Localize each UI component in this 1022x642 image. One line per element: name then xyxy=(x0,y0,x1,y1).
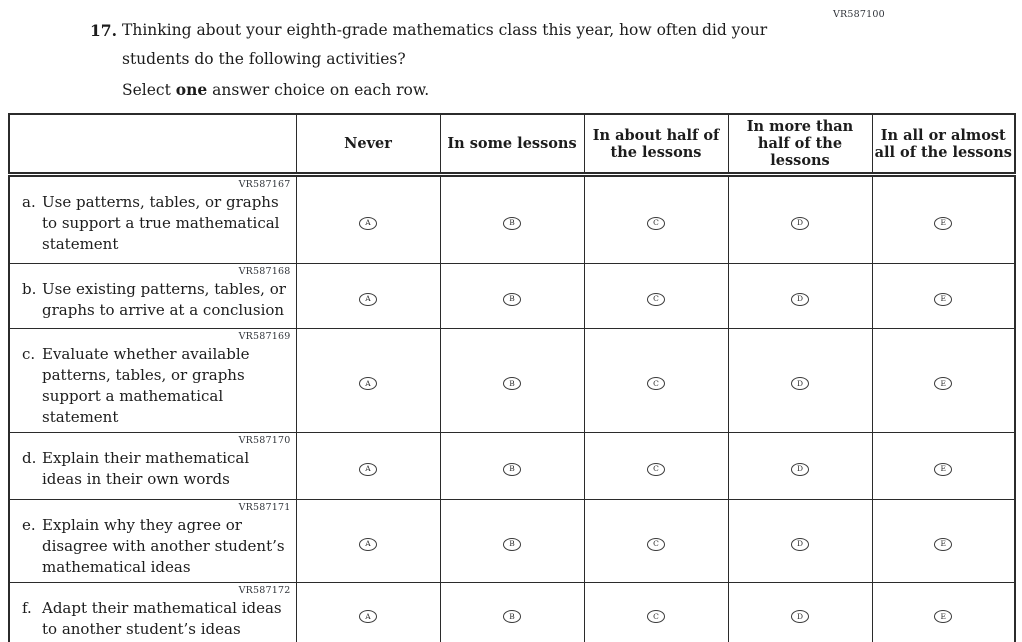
answer-bubble-c[interactable] xyxy=(647,217,665,230)
bubble-letter: A xyxy=(365,378,371,388)
bubble-letter: D xyxy=(796,464,803,474)
answer-cell xyxy=(872,329,1015,433)
answer-cell xyxy=(584,175,728,264)
column-header-never: Never xyxy=(296,114,440,175)
answer-bubble-b[interactable] xyxy=(503,610,521,623)
column-header-about-half: In about half of the lessons xyxy=(584,114,728,175)
bubble-letter: E xyxy=(940,611,946,621)
answer-bubble-a[interactable] xyxy=(359,293,377,306)
answer-bubble-d[interactable] xyxy=(791,538,809,551)
answer-cell xyxy=(872,500,1015,583)
answer-cell xyxy=(728,433,872,500)
answer-bubble-e[interactable] xyxy=(934,463,952,476)
item-letter: a. xyxy=(22,193,36,211)
answer-bubble-a[interactable] xyxy=(359,217,377,230)
item-text: Adapt their mathematical ideas to another student’s ideas xyxy=(42,599,282,638)
bubble-letter: B xyxy=(509,378,515,388)
bubble-letter: E xyxy=(940,218,946,228)
table-row-a xyxy=(9,175,1015,264)
answer-cell xyxy=(872,583,1015,642)
bubble-letter: C xyxy=(653,464,659,474)
answer-bubble-b[interactable] xyxy=(503,217,521,230)
item-letter: c. xyxy=(22,345,36,363)
item-label-cell xyxy=(9,433,296,500)
table-row-d xyxy=(9,433,1015,500)
answer-bubble-e[interactable] xyxy=(934,217,952,230)
answer-bubble-c[interactable] xyxy=(647,610,665,623)
item-code: VR587167 xyxy=(238,179,291,190)
item-text: Explain their mathematical ideas in their own words xyxy=(42,449,250,488)
table-row-f xyxy=(9,583,1015,642)
answer-bubble-a[interactable] xyxy=(359,610,377,623)
bubble-letter: C xyxy=(653,294,659,304)
answer-bubble-e[interactable] xyxy=(934,377,952,390)
bubble-letter: E xyxy=(940,378,946,388)
instruction-prefix: Select xyxy=(122,81,176,99)
question-number: 17. xyxy=(90,21,117,40)
bubble-letter: D xyxy=(796,378,803,388)
answer-cell xyxy=(728,175,872,264)
instruction-bold: one xyxy=(175,80,208,99)
answer-cell xyxy=(584,433,728,500)
answer-bubble-d[interactable] xyxy=(791,377,809,390)
column-header-all-lessons: In all or almost all of the lessons xyxy=(872,114,1015,175)
answer-cell xyxy=(872,433,1015,500)
question-text: Thinking about your eighth-grade mathematics class this year, how often did your students do the following activities? xyxy=(122,21,768,68)
column-header-some-lessons: In some lessons xyxy=(440,114,584,175)
answer-bubble-d[interactable] xyxy=(791,463,809,476)
item-code: VR587168 xyxy=(238,266,291,277)
answer-cell xyxy=(296,583,440,642)
item-letter: b. xyxy=(22,280,37,298)
bubble-letter: D xyxy=(796,294,803,304)
table-row-b xyxy=(9,264,1015,329)
answer-bubble-c[interactable] xyxy=(647,293,665,306)
question-instruction xyxy=(122,79,790,101)
answer-cell xyxy=(296,264,440,329)
answer-cell xyxy=(440,175,584,264)
item-label-cell xyxy=(9,264,296,329)
answer-cell xyxy=(584,329,728,433)
item-text: Explain why they agree or disagree with another student’s mathematical ideas xyxy=(42,516,285,576)
item-letter: f. xyxy=(22,599,32,617)
answer-bubble-b[interactable] xyxy=(503,538,521,551)
answer-bubble-a[interactable] xyxy=(359,463,377,476)
answer-cell xyxy=(296,500,440,583)
table-row-e xyxy=(9,500,1015,583)
bubble-letter: D xyxy=(796,611,803,621)
bubble-letter: A xyxy=(365,539,371,549)
bubble-letter: B xyxy=(509,464,515,474)
answer-bubble-c[interactable] xyxy=(647,463,665,476)
answer-grid xyxy=(8,113,1016,642)
answer-bubble-d[interactable] xyxy=(791,610,809,623)
bubble-letter: E xyxy=(940,539,946,549)
bubble-letter: D xyxy=(796,539,803,549)
bubble-letter: C xyxy=(653,611,659,621)
item-code: VR587170 xyxy=(238,435,291,446)
item-label-cell xyxy=(9,175,296,264)
bubble-letter: B xyxy=(509,611,515,621)
answer-bubble-b[interactable] xyxy=(503,293,521,306)
question-block xyxy=(90,16,790,101)
item-text: Use patterns, tables, or graphs to support a true mathematical statement xyxy=(42,193,280,253)
column-header-more-than-half: In more than half of the lessons xyxy=(728,114,872,175)
item-code: VR587171 xyxy=(238,502,291,513)
answer-cell xyxy=(440,433,584,500)
answer-bubble-e[interactable] xyxy=(934,610,952,623)
item-text: Use existing patterns, tables, or graphs to arrive at a conclusion xyxy=(42,280,286,319)
answer-cell xyxy=(440,264,584,329)
answer-bubble-b[interactable] xyxy=(503,377,521,390)
answer-cell xyxy=(584,264,728,329)
bubble-letter: B xyxy=(509,539,515,549)
item-text: Evaluate whether available patterns, tables, or graphs support a mathematical statement xyxy=(42,345,250,426)
answer-bubble-c[interactable] xyxy=(647,377,665,390)
answer-cell xyxy=(728,329,872,433)
form-code: VR587100 xyxy=(833,9,885,20)
answer-cell xyxy=(872,175,1015,264)
item-label-cell xyxy=(9,583,296,642)
answer-bubble-a[interactable] xyxy=(359,377,377,390)
answer-cell xyxy=(440,500,584,583)
item-code: VR587169 xyxy=(238,331,291,342)
item-label-cell xyxy=(9,500,296,583)
answer-bubble-c[interactable] xyxy=(647,538,665,551)
answer-bubble-d[interactable] xyxy=(791,293,809,306)
answer-cell xyxy=(296,329,440,433)
answer-cell xyxy=(296,175,440,264)
bubble-letter: B xyxy=(509,218,515,228)
answer-cell xyxy=(440,329,584,433)
table-row-c xyxy=(9,329,1015,433)
bubble-letter: C xyxy=(653,378,659,388)
bubble-letter: C xyxy=(653,539,659,549)
answer-cell xyxy=(728,583,872,642)
header-empty-cell xyxy=(9,114,296,175)
bubble-letter: E xyxy=(940,464,946,474)
bubble-letter: D xyxy=(796,218,803,228)
bubble-letter: A xyxy=(365,294,371,304)
bubble-letter: B xyxy=(509,294,515,304)
header-row xyxy=(9,114,1015,175)
item-code: VR587172 xyxy=(238,585,291,596)
answer-cell xyxy=(728,264,872,329)
item-letter: e. xyxy=(22,516,36,534)
instruction-suffix: answer choice on each row. xyxy=(207,81,430,99)
bubble-letter: A xyxy=(365,611,371,621)
answer-bubble-e[interactable] xyxy=(934,538,952,551)
bubble-letter: A xyxy=(365,218,371,228)
item-label-cell xyxy=(9,329,296,433)
bubble-letter: C xyxy=(653,218,659,228)
answer-bubble-b[interactable] xyxy=(503,463,521,476)
answer-cell xyxy=(440,583,584,642)
answer-cell xyxy=(584,500,728,583)
item-letter: d. xyxy=(22,449,37,467)
answer-bubble-d[interactable] xyxy=(791,217,809,230)
answer-bubble-e[interactable] xyxy=(934,293,952,306)
bubble-letter: A xyxy=(365,464,371,474)
answer-cell xyxy=(584,583,728,642)
answer-cell xyxy=(872,264,1015,329)
answer-cell xyxy=(296,433,440,500)
bubble-letter: E xyxy=(940,294,946,304)
answer-bubble-a[interactable] xyxy=(359,538,377,551)
answer-cell xyxy=(728,500,872,583)
